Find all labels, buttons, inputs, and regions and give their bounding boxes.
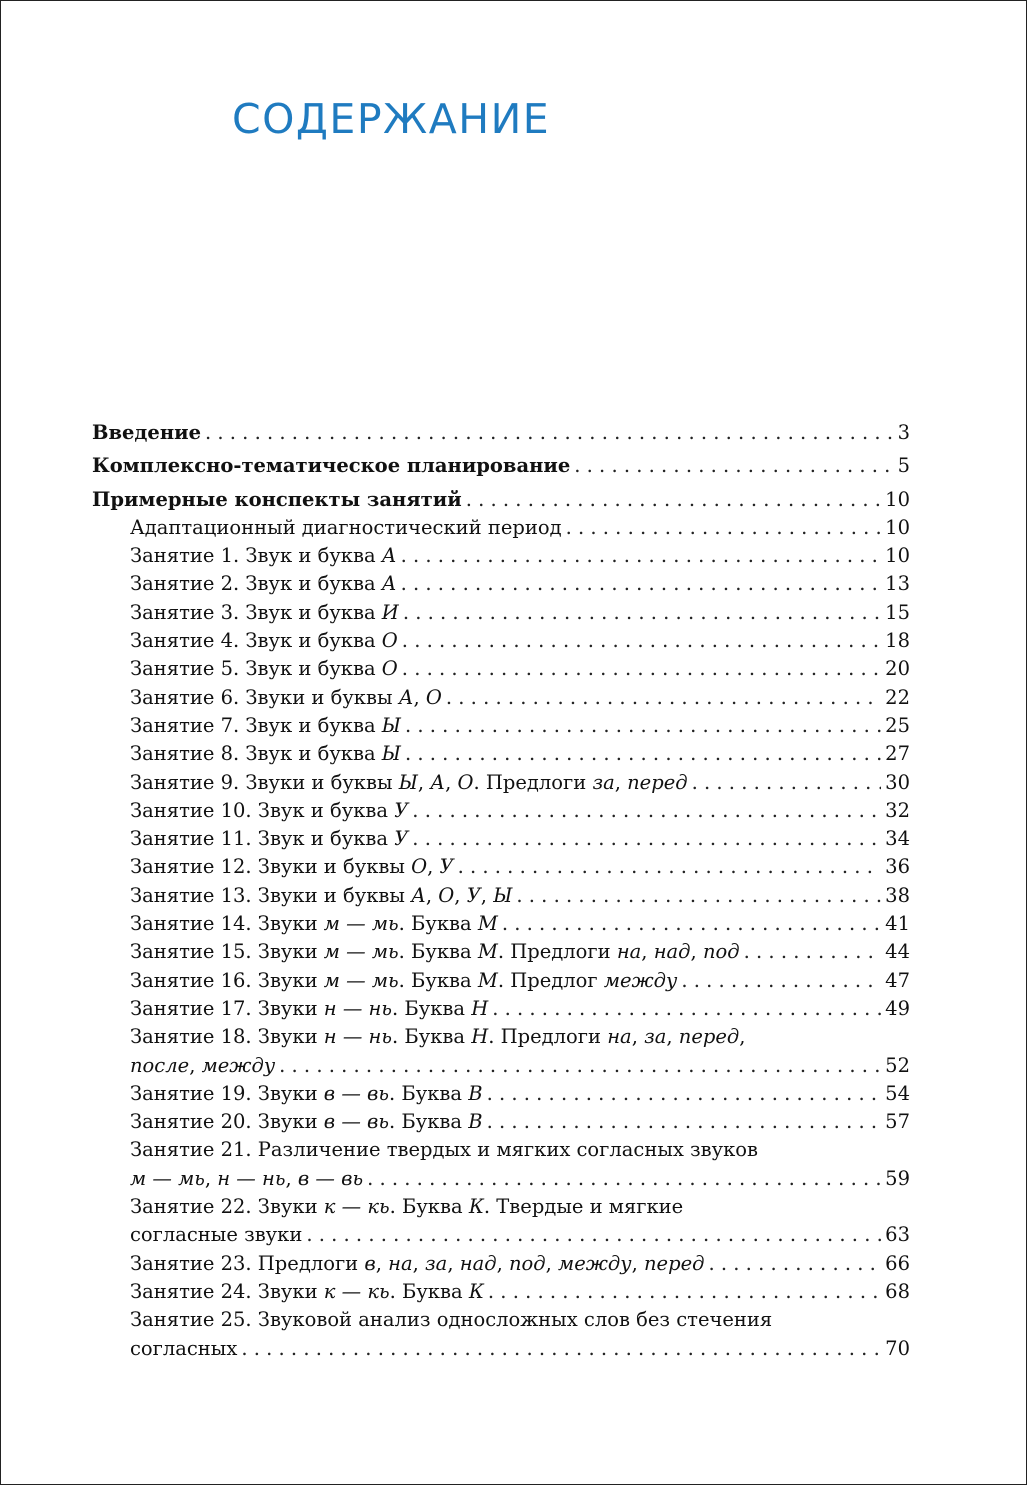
toc-label-italic-part: под [508,1251,546,1275]
toc-page-number: 15 [885,600,910,624]
toc-label-italic-part: к — кь [323,1195,390,1219]
toc-label-part: . Буква [389,1195,469,1219]
toc-entry-label [130,1221,302,1249]
toc-label-part: Занятие 24. Звуки [130,1279,324,1303]
toc-label-italic-part: за [425,1251,448,1275]
toc-entry [92,599,910,627]
toc-label-part: , [445,770,458,794]
toc-page-number: 59 [885,1166,910,1190]
toc-entry [92,1193,910,1221]
dot-leader [405,712,881,740]
toc-label-part: , [425,883,439,907]
toc-label-part: , [413,685,426,709]
toc-label-italic-part: А [430,770,446,794]
toc-label-part: . Буква [392,996,472,1020]
toc-label-part: . Буква [389,1110,469,1134]
toc-page-number: 66 [885,1251,910,1275]
toc-entry-label [130,825,408,853]
toc-entry [92,1250,910,1278]
toc-label-part: согласные звуки [130,1223,303,1247]
dot-leader [412,825,881,853]
toc-label-part: , [204,1166,218,1190]
toc-label-part: , [631,1251,644,1275]
toc-entry-label [130,1080,483,1108]
toc-label-part: Занятие 19. Звуки [130,1081,324,1105]
toc-entry [92,938,910,966]
toc-entry-label [130,938,740,966]
toc-label-part: , [666,1025,679,1049]
toc-label-italic-part: за [644,1025,667,1049]
toc-entry [92,1278,910,1306]
toc-label-part: Занятие 17. Звуки [130,996,324,1020]
toc-entry [92,1335,910,1363]
toc-entry-label [130,1278,484,1306]
toc-label-italic-part: И [381,600,399,624]
toc-label-italic-part: Ы [381,742,401,766]
toc-page-number: 41 [885,912,910,936]
dot-leader [403,599,881,627]
toc-page-number: 34 [885,827,910,851]
toc-label-part: Введение [92,421,201,444]
toc-label-part: Занятие 23. Предлоги [130,1251,365,1275]
toc-page-number: 36 [885,855,910,879]
toc-entry-label [130,769,688,797]
toc-entry [92,1108,910,1136]
toc-entry-label [130,1306,772,1334]
toc-label-part: , [614,770,628,794]
toc-label-part: , [690,940,703,964]
dot-leader [708,1250,881,1278]
toc-label-italic-part: м — мь [130,1166,205,1190]
toc-label-part: . Буква [389,1081,469,1105]
toc-label-italic-part: О [425,685,442,709]
toc-section-entry [92,486,910,514]
toc-label-italic-part: в — вь [297,1166,364,1190]
toc-entry-label [130,1052,275,1080]
toc-label-part: Комплексно-тематическое планирование [92,454,571,478]
toc-label-part: Занятие 3. Звук и буква [130,600,382,624]
toc-label-part: . Буква [392,1025,472,1049]
toc-label-part: , [412,1251,426,1275]
toc-entry [92,1023,910,1051]
toc-page-number: 44 [885,940,910,964]
toc-label-part: Занятие 21. Различение твердых и мягких согласных звуков [130,1138,759,1162]
dot-leader [205,419,894,447]
toc-page-number: 10 [885,544,910,568]
dot-leader [516,882,881,910]
toc-label-part: Занятие 20. Звуки [130,1110,324,1134]
toc-entry-label [92,452,570,480]
dot-leader [412,797,881,825]
toc-label-part: Занятие 15. Звуки [130,940,324,964]
toc-label-italic-part: У [466,883,481,907]
toc-entry [92,797,910,825]
toc-label-italic-part: М [477,968,498,992]
toc-label-italic-part: В [468,1081,483,1105]
toc-label-part: согласных [130,1336,238,1360]
toc-entry [92,1221,910,1249]
toc-entry-label [130,1250,704,1278]
toc-page-number: 54 [885,1081,910,1105]
toc-label-part: Примерные конспекты занятий [92,487,462,511]
toc-label-part: , [417,770,431,794]
toc-label-italic-part: м — мь [323,940,399,964]
table-of-contents [92,419,910,1363]
toc-page-number: 3 [897,421,910,444]
toc-page-number: 5 [897,454,910,478]
toc-entry [92,740,910,768]
toc-label-part: Занятие 13. Звуки и буквы [130,883,412,907]
toc-label-part: Занятие 14. Звуки [130,912,324,936]
toc-label-part: , [631,1025,645,1049]
toc-label-part: . Твердые и мягкие [483,1195,684,1219]
toc-label-italic-part: в [364,1251,376,1275]
toc-page-number: 10 [885,487,910,511]
toc-entry-label [130,910,498,938]
toc-page-number: 52 [885,1053,910,1077]
toc-label-italic-part: К [468,1279,484,1303]
toc-label-italic-part: Ы [398,770,418,794]
dot-leader [681,967,881,995]
dot-leader [487,1080,882,1108]
toc-entry-label [130,1335,237,1363]
dot-leader [574,452,893,480]
dot-leader [488,1278,881,1306]
dot-leader [241,1335,881,1363]
toc-label-italic-part: н — нь [217,1166,286,1190]
dot-leader [744,938,882,966]
toc-label-italic-part: Н [471,996,489,1020]
toc-label-part: , [285,1166,298,1190]
toc-page-number: 38 [885,883,910,907]
toc-label-italic-part: М [477,940,498,964]
toc-label-italic-part: м — мь [323,912,399,936]
toc-label-part: . Буква [398,940,478,964]
toc-label-italic-part: перед [644,1251,705,1275]
toc-entry [92,655,910,683]
toc-label-part: Занятие 11. Звук и буква [130,827,395,851]
dot-leader [487,1108,882,1136]
toc-label-italic-part: У [439,855,454,879]
toc-label-part: . Предлоги [473,770,593,794]
toc-label-part: Занятие 6. Звуки и буквы [130,685,399,709]
dot-leader [402,627,881,655]
toc-label-italic-part: между [558,1251,632,1275]
toc-section-entry [92,452,910,480]
toc-page-number: 63 [885,1223,910,1247]
dot-leader [367,1165,881,1193]
toc-label-italic-part: Ы [381,713,401,737]
toc-label-italic-part: К [468,1195,484,1219]
toc-entry-label [130,853,454,881]
toc-label-part: Занятие 8. Звук и буква [130,742,382,766]
toc-label-part: , [545,1251,559,1275]
toc-page-number: 30 [885,770,910,794]
toc-label-part: Занятие 5. Звук и буква [130,657,382,681]
toc-label-italic-part: О [381,629,398,653]
toc-entry [92,542,910,570]
toc-entry [92,570,910,598]
toc-page-number: 32 [885,798,910,822]
dot-leader [446,684,881,712]
toc-label-part: , [739,1025,746,1049]
dot-leader [466,486,881,514]
toc-label-italic-part: А [398,685,414,709]
dot-leader [458,853,882,881]
toc-label-italic-part: А [411,883,426,907]
toc-page-number: 10 [885,515,910,539]
toc-label-italic-part: м — мь [323,968,399,992]
toc-label-italic-part: н — нь [323,996,392,1020]
toc-entry-label [130,797,408,825]
toc-label-italic-part: под [702,940,740,964]
toc-entry-label [130,1136,758,1164]
toc-label-part: , [375,1251,389,1275]
toc-label-part: , [447,1251,460,1275]
toc-label-part: Занятие 10. Звук и буква [130,798,395,822]
toc-entry [92,1136,910,1164]
toc-entry-label [130,1108,483,1136]
toc-entry-label [130,542,397,570]
toc-label-part: Занятие 7. Звук и буква [130,713,382,737]
toc-entry [92,1165,910,1193]
dot-leader [401,570,882,598]
toc-entry [92,825,910,853]
toc-label-part: Занятие 9. Звуки и буквы [130,770,399,794]
toc-label-part: . Буква [398,968,478,992]
page-title: СОДЕРЖАНИЕ [232,95,551,143]
toc-label-italic-part: н — нь [323,1025,392,1049]
dot-leader [306,1221,881,1249]
toc-label-part: Занятие 2. Звук и буква [130,572,382,596]
toc-label-italic-part: между [603,968,678,992]
toc-label-part: . Предлоги [497,940,617,964]
toc-label-italic-part: между [201,1053,276,1077]
toc-label-part: , [641,940,654,964]
toc-entry-label [92,486,462,514]
toc-entry-label [92,419,201,447]
toc-page-number: 70 [885,1336,910,1360]
toc-page-number: 25 [885,713,910,737]
dot-leader [405,740,881,768]
toc-entry [92,853,910,881]
toc-entry-label [130,627,398,655]
toc-entry-label [130,882,512,910]
toc-entry-label [130,1193,683,1221]
toc-page-number: 68 [885,1279,910,1303]
toc-entry-label [130,740,401,768]
toc-label-italic-part: после [130,1053,190,1077]
toc-section-entry [92,419,910,447]
toc-page-number: 47 [885,968,910,992]
toc-page-number: 22 [885,685,910,709]
toc-label-part: Занятие 16. Звуки [130,968,324,992]
toc-entry-label [130,1023,745,1051]
dot-leader [566,514,882,542]
toc-label-part: , [496,1251,509,1275]
toc-entry [92,1306,910,1334]
toc-label-part: Адаптационный диагностический период [130,515,562,539]
toc-page-number: 27 [885,742,910,766]
toc-entry-label [130,712,401,740]
toc-label-italic-part: перед [678,1025,740,1049]
toc-label-italic-part: А [381,572,397,596]
toc-entry [92,995,910,1023]
toc-label-italic-part: О [438,883,455,907]
dot-leader [492,995,881,1023]
toc-label-italic-part: О [457,770,474,794]
toc-label-italic-part: на [388,1251,413,1275]
toc-label-italic-part: О [381,657,398,681]
toc-page-number: 18 [885,629,910,653]
toc-page-number: 20 [885,657,910,681]
toc-entry-label [130,655,398,683]
toc-label-part: , [480,883,494,907]
toc-label-part: Занятие 18. Звуки [130,1025,324,1049]
toc-label-part: . Буква [398,912,478,936]
toc-entry-label [130,995,488,1023]
toc-entry-label [130,1165,363,1193]
toc-label-part: Занятие 22. Звуки [130,1195,324,1219]
dot-leader [402,655,881,683]
toc-entry-label [130,599,399,627]
dot-leader [279,1052,881,1080]
toc-label-italic-part: М [477,912,498,936]
toc-label-italic-part: Ы [493,883,513,907]
toc-entry-label [130,570,397,598]
toc-label-italic-part: над [459,1251,497,1275]
toc-label-part: Занятие 1. Звук и буква [130,544,382,568]
toc-label-part: Занятие 25. Звуковой анализ односложных слов без стечения [130,1308,773,1332]
dot-leader [692,769,882,797]
toc-label-italic-part: Н [471,1025,489,1049]
toc-entry [92,712,910,740]
toc-page-number: 13 [885,572,910,596]
toc-entry [92,514,910,542]
toc-entry [92,627,910,655]
toc-label-part: . Предлог [497,968,604,992]
toc-label-italic-part: В [468,1110,483,1134]
toc-label-italic-part: над [653,940,691,964]
toc-label-part: . Буква [389,1279,469,1303]
toc-page-number: 49 [885,996,910,1020]
toc-label-italic-part: за [592,770,615,794]
toc-label-italic-part: на [607,1025,632,1049]
toc-label-italic-part: У [394,798,409,822]
toc-label-italic-part: О [411,855,428,879]
toc-entry-label [130,684,442,712]
toc-label-italic-part: на [616,940,642,964]
toc-entry [92,1080,910,1108]
toc-entry [92,910,910,938]
toc-label-italic-part: в — вь [323,1110,390,1134]
toc-entry [92,684,910,712]
toc-label-part: , [427,855,440,879]
dot-leader [401,542,882,570]
toc-label-part: , [189,1053,202,1077]
toc-label-part: , [454,883,467,907]
toc-label-italic-part: У [394,827,409,851]
toc-label-italic-part: перед [627,770,688,794]
toc-entry-label [130,514,562,542]
toc-entry [92,769,910,797]
toc-page-number: 57 [885,1110,910,1134]
toc-label-part: Занятие 4. Звук и буква [130,629,382,653]
toc-label-part: Занятие 12. Звуки и буквы [130,855,412,879]
dot-leader [502,910,881,938]
toc-entry [92,882,910,910]
toc-label-italic-part: в — вь [323,1081,390,1105]
toc-entry [92,967,910,995]
toc-label-italic-part: к — кь [323,1279,390,1303]
toc-entry [92,1052,910,1080]
toc-label-part: . Предлоги [488,1025,608,1049]
toc-label-italic-part: А [381,544,397,568]
toc-entry-label [130,967,677,995]
